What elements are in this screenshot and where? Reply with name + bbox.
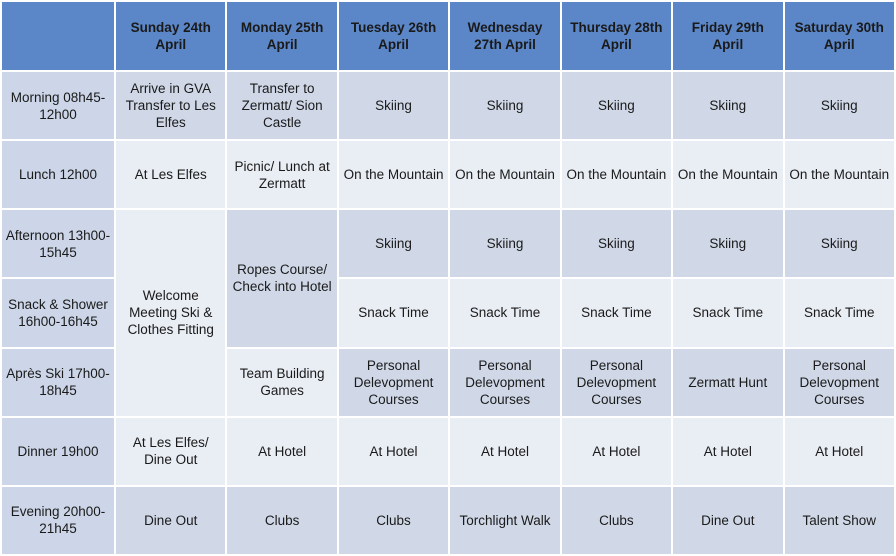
cell-saturday-evening: Talent Show (785, 487, 894, 554)
cell-monday-morning: Transfer to Zermatt/ Sion Castle (227, 72, 336, 139)
cell-tuesday-afternoon: Skiing (339, 210, 448, 277)
header-sunday: Sunday 24th April (116, 2, 225, 70)
cell-thursday-lunch: On the Mountain (562, 141, 671, 208)
header-monday: Monday 25th April (227, 2, 336, 70)
cell-saturday-dinner: At Hotel (785, 418, 894, 485)
cell-friday-evening: Dine Out (673, 487, 782, 554)
cell-tuesday-evening: Clubs (339, 487, 448, 554)
row-label-morning: Morning 08h45-12h00 (2, 72, 114, 139)
cell-sunday-dinner: At Les Elfes/ Dine Out (116, 418, 225, 485)
cell-thursday-evening: Clubs (562, 487, 671, 554)
cell-tuesday-lunch: On the Mountain (339, 141, 448, 208)
header-saturday: Saturday 30th April (785, 2, 894, 70)
row-label-afternoon: Afternoon 13h00-15h45 (2, 210, 114, 277)
cell-tuesday-snack: Snack Time (339, 279, 448, 346)
cell-saturday-lunch: On the Mountain (785, 141, 894, 208)
cell-saturday-snack: Snack Time (785, 279, 894, 346)
row-label-snack: Snack & Shower 16h00-16h45 (2, 279, 114, 346)
cell-monday-lunch: Picnic/ Lunch at Zermatt (227, 141, 336, 208)
row-label-evening: Evening 20h00-21h45 (2, 487, 114, 554)
cell-saturday-afternoon: Skiing (785, 210, 894, 277)
header-row (2, 2, 894, 70)
header-wednesday: Wednesday 27th April (450, 2, 559, 70)
corner-cell (2, 2, 114, 70)
row-label-lunch: Lunch 12h00 (2, 141, 114, 208)
cell-tuesday-morning: Skiing (339, 72, 448, 139)
row-afternoon (2, 210, 894, 277)
cell-saturday-apres: Personal Delevopment Courses (785, 349, 894, 416)
cell-wednesday-lunch: On the Mountain (450, 141, 559, 208)
cell-monday-ropes: Ropes Course/ Check into Hotel (227, 210, 336, 346)
header-friday: Friday 29th April (673, 2, 782, 70)
cell-tuesday-dinner: At Hotel (339, 418, 448, 485)
cell-monday-evening: Clubs (227, 487, 336, 554)
cell-monday-apres: Team Building Games (227, 349, 336, 416)
cell-thursday-snack: Snack Time (562, 279, 671, 346)
cell-sunday-welcome: Welcome Meeting Ski & Clothes Fitting (116, 210, 225, 415)
cell-friday-snack: Snack Time (673, 279, 782, 346)
cell-friday-dinner: At Hotel (673, 418, 782, 485)
header-tuesday: Tuesday 26th April (339, 2, 448, 70)
cell-wednesday-apres: Personal Delevopment Courses (450, 349, 559, 416)
cell-friday-apres: Zermatt Hunt (673, 349, 782, 416)
cell-wednesday-snack: Snack Time (450, 279, 559, 346)
row-evening (2, 487, 894, 554)
cell-thursday-afternoon: Skiing (562, 210, 671, 277)
cell-thursday-morning: Skiing (562, 72, 671, 139)
cell-thursday-apres: Personal Delevopment Courses (562, 349, 671, 416)
cell-sunday-evening: Dine Out (116, 487, 225, 554)
row-dinner (2, 418, 894, 485)
cell-friday-lunch: On the Mountain (673, 141, 782, 208)
header-thursday: Thursday 28th April (562, 2, 671, 70)
cell-tuesday-apres: Personal Delevopment Courses (339, 349, 448, 416)
cell-wednesday-afternoon: Skiing (450, 210, 559, 277)
cell-sunday-lunch: At Les Elfes (116, 141, 225, 208)
cell-sunday-morning: Arrive in GVA Transfer to Les Elfes (116, 72, 225, 139)
row-lunch (2, 141, 894, 208)
cell-monday-dinner: At Hotel (227, 418, 336, 485)
cell-friday-afternoon: Skiing (673, 210, 782, 277)
cell-wednesday-dinner: At Hotel (450, 418, 559, 485)
cell-wednesday-evening: Torchlight Walk (450, 487, 559, 554)
cell-saturday-morning: Skiing (785, 72, 894, 139)
cell-thursday-dinner: At Hotel (562, 418, 671, 485)
row-label-dinner: Dinner 19h00 (2, 418, 114, 485)
cell-wednesday-morning: Skiing (450, 72, 559, 139)
row-morning (2, 72, 894, 139)
row-label-apres-ski: Après Ski 17h00-18h45 (2, 349, 114, 416)
cell-friday-morning: Skiing (673, 72, 782, 139)
